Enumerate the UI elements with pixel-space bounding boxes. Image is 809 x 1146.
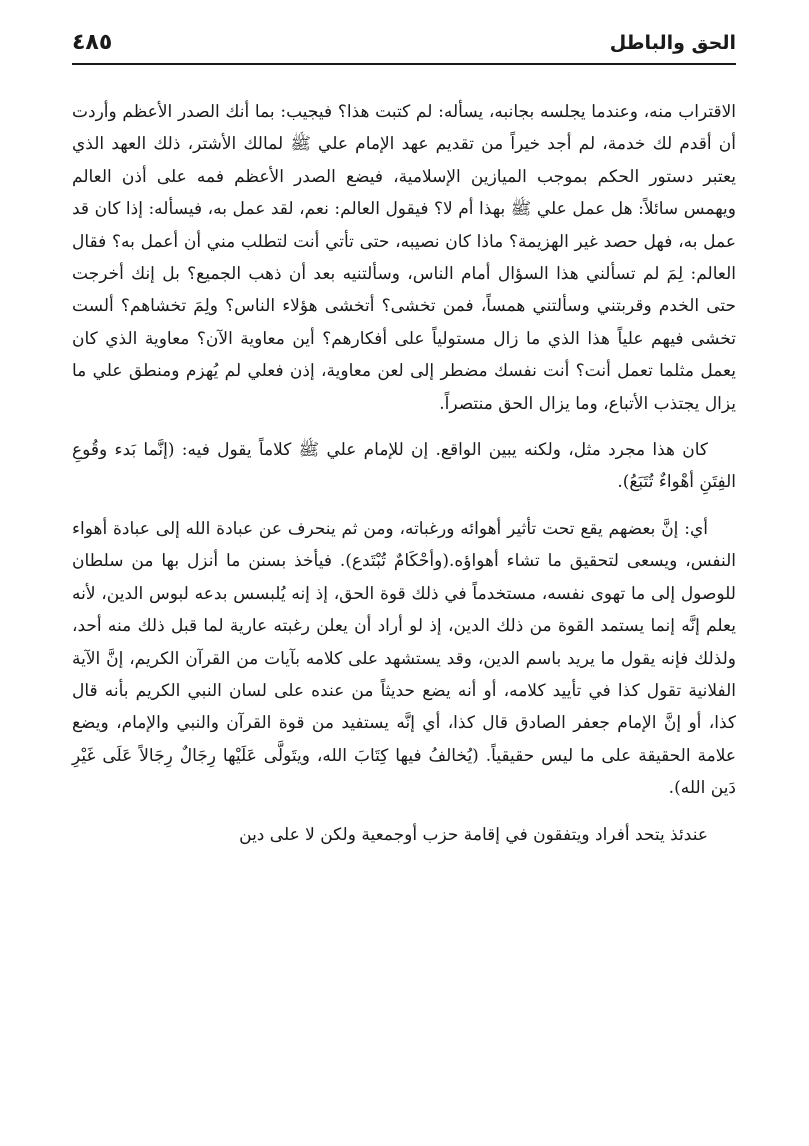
paragraph: عندئذ يتحد أفراد ويتفقون في إقامة حزب أوجمعية ولكن لا على دين <box>239 824 708 845</box>
page-header <box>72 28 736 60</box>
page-body <box>72 96 736 851</box>
paragraph: أي: إنَّ بعضهم يقع تحت تأثير أهوائه ورغباته، ومن ثم ينحرف عن عبادة الله إلى عبادة أهواء النفس، ويسعى لتحقيق ما تشاء أهواؤه.(وأحْكَامٌ تُبْتَدع). فيأخذ بسنن ما أنزل بها من سلطان للوصول إلى ما تهوى نفسه، مستخدماً في ذلك قوة الحق، إذ إنه يُلبسس بدعه لبوس الدين، لأنه يعلم إنَّه إنما يستمد القوة من ذلك الدين، إذ لو أراد أن يعلن رغبته عارية لما قبل ذلك منه أحد، ولذلك فإنه يقول ما يريد باسم الدين، وقد يستشهد على كلامه بآيات من القرآن الكريم، إنَّ الآية الفلانية تقول كذا في تأييد كلامه، أو أنه يضع حديثاً من عنده على لسان النبي الكريم بأنه قال كذا، أو إنَّ الإمام جعفر الصادق قال كذا، أي إنَّه يستفيد من قوة القرآن والنبي والإمام، ويضع علامة الحقيقة على ما ليس حقيقياً. (يُخالفُ فيها كِتَابَ الله، ويتَولَّى عَلَيْها رِجَالٌ رِجَالاً عَلَى غَيْرِ دَين الله). <box>72 518 736 799</box>
running-title: الحق والباطل <box>609 32 736 54</box>
paragraph: كان هذا مجرد مثل، ولكنه يبين الواقع. إن للإمام علي ﷺ كلاماً يقول فيه: (إنَّما بَدء وقُوعِ الفِتَنِ أهْواءٌ تُتَبَعُ). <box>72 440 736 493</box>
paragraph: الاقتراب منه، وعندما يجلسه بجانبه، يسأله: لم كتبت هذا؟ فيجيب: بما أنك الصدر الأعظم وأردت أن أقدم لك خدمة، لم أجد خيراً من تقديم عهد الإمام علي ﷺ لمالك الأشتر، ذلك العهد الذي يعتبر دستور الحكم بموجب الميازين الإسلامية، فيضع الصدر الأعظم فمه على أذن العالم ويهمس سائلاً: هل عمل علي ﷺ بهذا أم لا؟ فيقول العالم: نعم، لقد عمل به، فيسأله: إذا كان قد عمل به، فهل حصد غير الهزيمة؟ ماذا كان نصيبه، حتى تأتي أنت لتطلب مني أن أعمل به؟ فقال العالم: لِمَ لم تسألني هذا السؤال أمام الناس، وسألتنيه بعد أن ذهب الجميع؟ بل إنك أخرجت حتى الخدم وقربتني وسألتني همساً، فمن تخشى؟ أتخشى هؤلاء الناس؟ ولِمَ تخشاهم؟ ألست تخشى فيهم علياً هذا الذي ما زال مستولياً على أفكارهم؟ أين معاوية الآن؟ معاوية الذي كان يعمل مثلما تعمل أنت؟ أنت نفسك مضطر إلى لعن معاوية، إذن فعلي لم يُهزم ومنطق علي ما يزال يجتذب الأتباع، وما يزال الحق منتصراً. <box>72 102 736 414</box>
header-rule <box>72 63 736 65</box>
page-number: ٤٨٥ <box>72 30 113 55</box>
